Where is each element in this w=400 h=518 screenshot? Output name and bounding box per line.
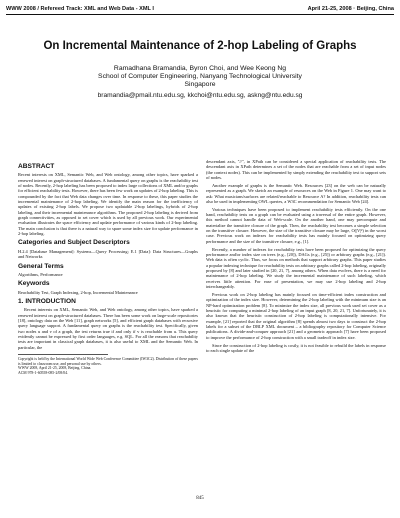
body-paragraph: Various techniques have been proposed to implement reachability tests efficiently. On the one hand, reachability tests on a graph can be evaluated using a traversal of the entire graph. However, this method cannot handle data of Web-scale. On the another hand, one may precompute and materialize the transitive closure of the graph. Then, the reachability test becomes a simple selection on the transitive closure. However, the size of the transitive closure may be large, O(|V|²) in the worst case. Previous work on indexes for reachability tests has mainly focused on optimizing query performance and the size of the transitive closure, e.g., [1]. <box>206 206 386 244</box>
header-rule <box>6 14 394 15</box>
introduction-text: Recent interests on XML, Semantic Web, and Web ontology, among other topics, have sparked a renewed interest on graph-structured databases. There has been some work on large-scale repositories [18], ontology data on the Web [11], graph networks [5], and efficient graph databases with recursive query language support. A fundamental query on graphs is the reachability test. Specifically, given two nodes u and v of a graph, the test returns true if and only if v is reachable from u. This query evidently cannot be expressed by first order languages, e.g. SQL. For all the reasons that reachability tests are important in classical graph databases, it is also useful to XML and the Semantic Web. In particular, the <box>18 307 198 350</box>
paper-title: On Incremental Maintenance of 2-hop Labeling of Graphs <box>43 40 357 52</box>
categories-heading: Categories and Subject Descriptors <box>18 239 130 247</box>
copyright-footnote: Copyright is held by the International World Wide Web Conference Committee (IW3C2). Distribution of these papers is limited to classroom use, and personal use by others. WWW 2008, April 21-25, 2008, Beijing, China. ACM 978-1-60558-085-2/08/04. <box>18 356 198 375</box>
body-paragraph: Another example of graphs is the Semantic Web. Resources [23] on the web can be naturally represented as a graph. We sketch an example of resources on the Web in Figure 1. One may want to ask: What musicians/surfaces are related/reachable to Resource A? In addition, reachability tests can also be used in implementing OWL queries, a W3C recommendation for Semantic Web [24]. <box>206 182 386 204</box>
body-paragraph: Previous work on 2-hop labeling has mainly focused on time-efficient index construction and optimization of the index size. However, determining the 2-hop labeling with the minimum size is an NP-hard optimization problem [8]. To minimize the index size, all previous work used set cover as a heuristic for computing a minimal 2-hop labeling of an input graph [8, 20, 21, 7]. Unfortunately, it is also known that the heuristic construction of 2-hop labeling is computationally intensive. For example, [21] reported that the original algorithm [8] spends almost two days to construct the 2-hop labels for a subset of the DBLP XML document – a bibliography repository for Computer Science publications. A divide-and-conquer approach [21] and a geometric approach [7] have been proposed to improve the performance of 2-hop construction with a small tradeoff in index size. <box>206 291 386 340</box>
abstract-heading: ABSTRACT <box>18 163 55 170</box>
introduction-heading: 1. INTRODUCTION <box>18 297 76 305</box>
body-paragraph: descendant axis, "//", in XPath can be considered a special application of reachability tests. The descendant axis in XPath determines a set of the nodes that are reachable from a set of input nodes (the context nodes). This can be implemented by simply extending the reachability test to support sets of nodes. <box>206 159 386 181</box>
abstract-text: Recent interests on XML, Semantic Web, and Web ontology, among other topics, have sparked a renewed interest on graph-structured databases. A fundamental query on graphs is the reachability test of nodes. Recently, 2-hop labeling has been proposed to index large collections of XML and/or graphs for efficient reachability tests. However, there has been few work on updates of 2-hop labeling. This is compounded by the fact that Web data changes over time. In response to these, this paper studies the incremental maintenance of 2-hop labeling. We identify the main reason for the inefficiency of updates of existing 2-hop labels. We propose two updatable 2-hop labelings, hybrids of 2-hop labeling, and their incremental maintenance algorithms. The proposed 2-hop labeling is derived from graph connectivities, as opposed to set cover which is used by all previous work. Our experimental evaluation illustrates the space efficiency and update performance of various kinds of 2-hop labeling. The main conclusion is that there is a natural way to spare some index size for update performance in 2-hop labeling. <box>18 172 198 237</box>
general-terms-heading: General Terms <box>18 262 64 270</box>
header-track: WWW 2008 / Refereed Track: XML and Web Data - XML I <box>6 6 154 12</box>
header-date: April 21-25, 2008 · Beijing, China <box>307 6 394 12</box>
author-list: Ramadhana Bramandia, Byron Choi, and Wee Keong Ng <box>113 65 287 72</box>
author-emails: bramandia@pmail.ntu.edu.sg, kkchoi@ntu.edu.sg, askng@ntu.edu.sg <box>97 91 303 99</box>
left-column <box>18 160 198 378</box>
body-paragraph: Recently, a number of indexes for reachability tests have been proposed for optimizing the query performance and/or index size on trees (e.g., [20]), DAGs (e.g., [25]) or arbitrary graphs (e.g., [21]). Web data is often cyclic. Thus, we focus on methods that support arbitrary graphs. This paper studies a popular indexing technique for reachability tests on arbitrary graphs called 2-hop labeling, originally proposed by [8] and later studied in [20, 21, 7], among others. When data evolves, there is a need for maintenance of 2-hop labeling. We study the incremental maintenance of such labeling, which receives little attention. For ease of presentation, we may use 2-hop labeling and 2-hop interchangeably. <box>206 246 386 290</box>
keywords-heading: Keywords <box>18 280 50 288</box>
body-paragraph: Since the construction of 2-hop labeling is costly, it is not feasible to rebuild the labels in response to each single update of the <box>206 342 386 353</box>
right-column <box>206 159 386 356</box>
running-header <box>6 6 394 16</box>
general-terms-text: Algorithms, Performance <box>18 271 63 277</box>
page-number: 845 <box>196 496 204 501</box>
title-block <box>10 40 390 99</box>
categories-text: H.2.4 [Database Management]: Systems—Query Processing; E.1 [Data]: Data Structures—Graphs and Networks <box>18 248 198 260</box>
keywords-text: Reachability Test, Graph Indexing, 2-hop, Incremental Maintenance <box>18 289 138 295</box>
affiliation: School of Computer Engineering, Nanyang Technological University <box>98 73 302 81</box>
location: Singapore <box>184 81 216 89</box>
